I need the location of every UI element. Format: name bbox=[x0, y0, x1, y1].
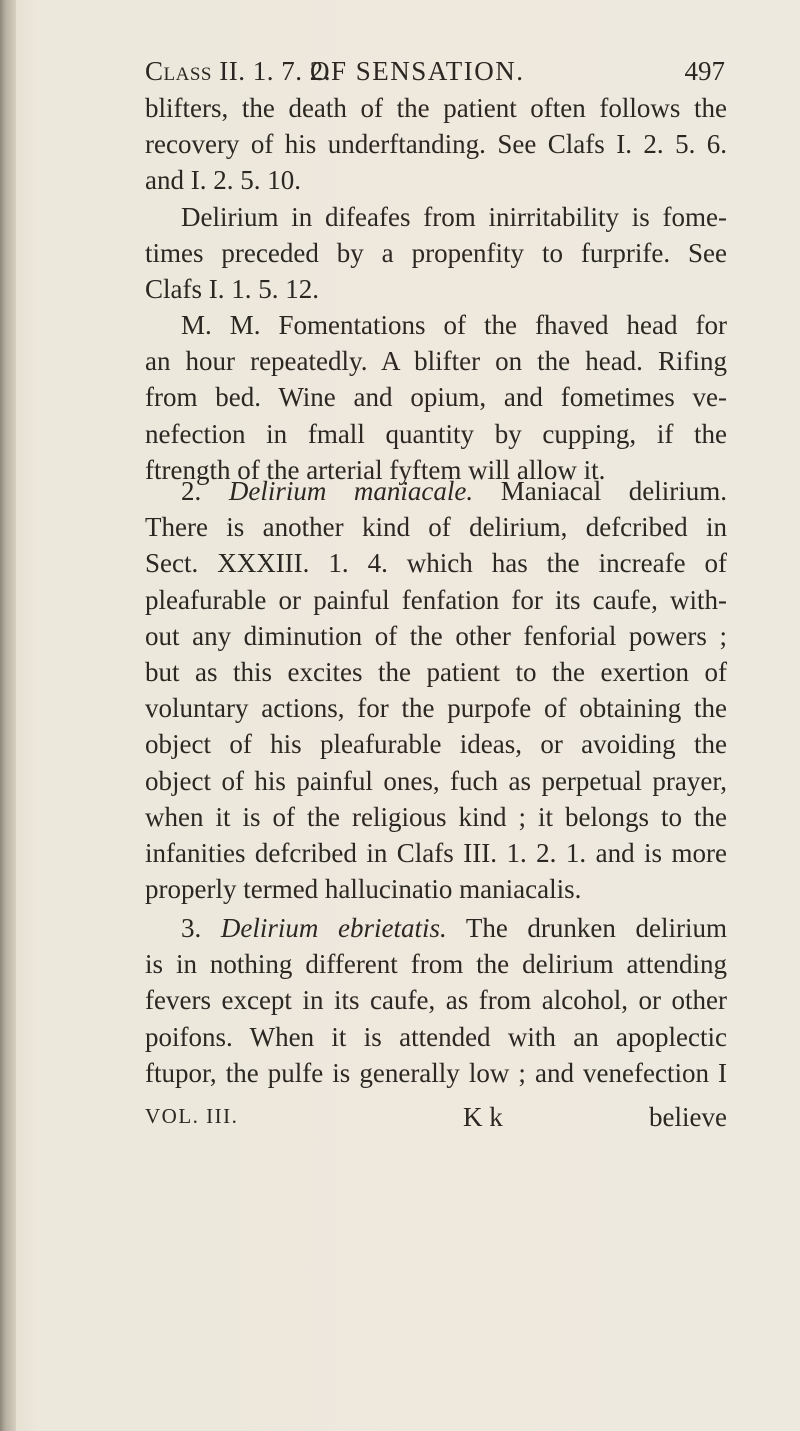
text-line: ftrength of the arterial fyftem will allow it. bbox=[145, 454, 606, 485]
text-line: from bed. Wine and opium, and fometimes ve- bbox=[145, 382, 727, 413]
paragraph-2 bbox=[145, 199, 727, 308]
text-line: nefection in fmall quantity by cupping, if the bbox=[145, 418, 727, 449]
binding-gutter bbox=[0, 0, 16, 1431]
section-delirium-maniacale bbox=[145, 473, 727, 907]
section-title: Delirium ebrietatis. bbox=[220, 913, 447, 943]
text-line: voluntary actions, for the purpofe of obtaining the bbox=[145, 693, 727, 724]
text-line: times preceded by a propenfity to furprife. See bbox=[145, 238, 727, 269]
text-line: and I. 2. 5. 10. bbox=[145, 165, 301, 196]
text-line: object of his pleafurable ideas, or avoiding the bbox=[145, 729, 727, 760]
section-translation: Maniacal delirium. bbox=[500, 476, 728, 506]
page-number: 497 bbox=[684, 56, 725, 86]
paragraph-3 bbox=[145, 307, 727, 488]
text-line: out any diminution of the other fenforial powers ; bbox=[145, 620, 727, 651]
text-line: Clafs I. 1. 5. 12. bbox=[145, 274, 319, 305]
section-delirium-ebrietatis bbox=[145, 910, 727, 1091]
text-line: object of his painful ones, fuch as perpetual prayer, bbox=[145, 765, 727, 796]
text-line: is in nothing different from the delirium attending bbox=[145, 949, 727, 980]
section-translation: The drunken delirium bbox=[465, 913, 728, 943]
text-line: M. M. Fomentations of the fhaved head for bbox=[181, 310, 727, 340]
text-line: blifters, the death of the patient often follows the bbox=[145, 93, 727, 123]
text-line: Delirium in difeafes from inirritability is fome- bbox=[181, 202, 727, 232]
text-line: recovery of his underftanding. See Clafs I. 2. 5. 6. bbox=[145, 129, 727, 160]
section-number: 3. bbox=[181, 913, 202, 943]
text-line: There is another kind of delirium, defcribed in bbox=[145, 512, 727, 543]
signature-mark: K k bbox=[463, 1102, 503, 1132]
text-line: fevers except in its caufe, as from alcohol, or other bbox=[145, 985, 727, 1016]
text-line: ftupor, the pulfe is generally low ; and venefection I bbox=[145, 1057, 727, 1088]
section-number: 2. bbox=[181, 476, 202, 506]
text-line: pleafurable or painful fenfation for its caufe, with- bbox=[145, 584, 727, 615]
section-title: Delirium maniacale. bbox=[228, 476, 474, 506]
text-line: but as this excites the patient to the exertion of bbox=[145, 656, 727, 687]
paragraph-1 bbox=[145, 90, 727, 199]
volume-label: VOL. III. bbox=[145, 1104, 239, 1128]
text-line: properly termed hallucinatio maniacalis. bbox=[145, 874, 582, 905]
text-line: poifons. When it is attended with an apoplectic bbox=[145, 1021, 727, 1052]
text-line: an hour repeatedly. A blifter on the head. Rifing bbox=[145, 346, 727, 377]
running-head-title: OF SENSATION. bbox=[310, 56, 525, 86]
text-line: Sect. XXXIII. 1. 4. which has the increafe of bbox=[145, 548, 727, 579]
page-footer bbox=[145, 1102, 727, 1142]
section-heading-line bbox=[145, 473, 727, 509]
text-line: infanities defcribed in Clafs III. 1. 2. 1. and is more bbox=[145, 837, 727, 868]
text-line: when it is of the religious kind ; it belongs to the bbox=[145, 801, 727, 832]
running-head-class: Class II. 1. 7. 2. bbox=[145, 56, 331, 86]
catchword: believe bbox=[649, 1102, 727, 1132]
section-heading-line bbox=[145, 910, 727, 946]
